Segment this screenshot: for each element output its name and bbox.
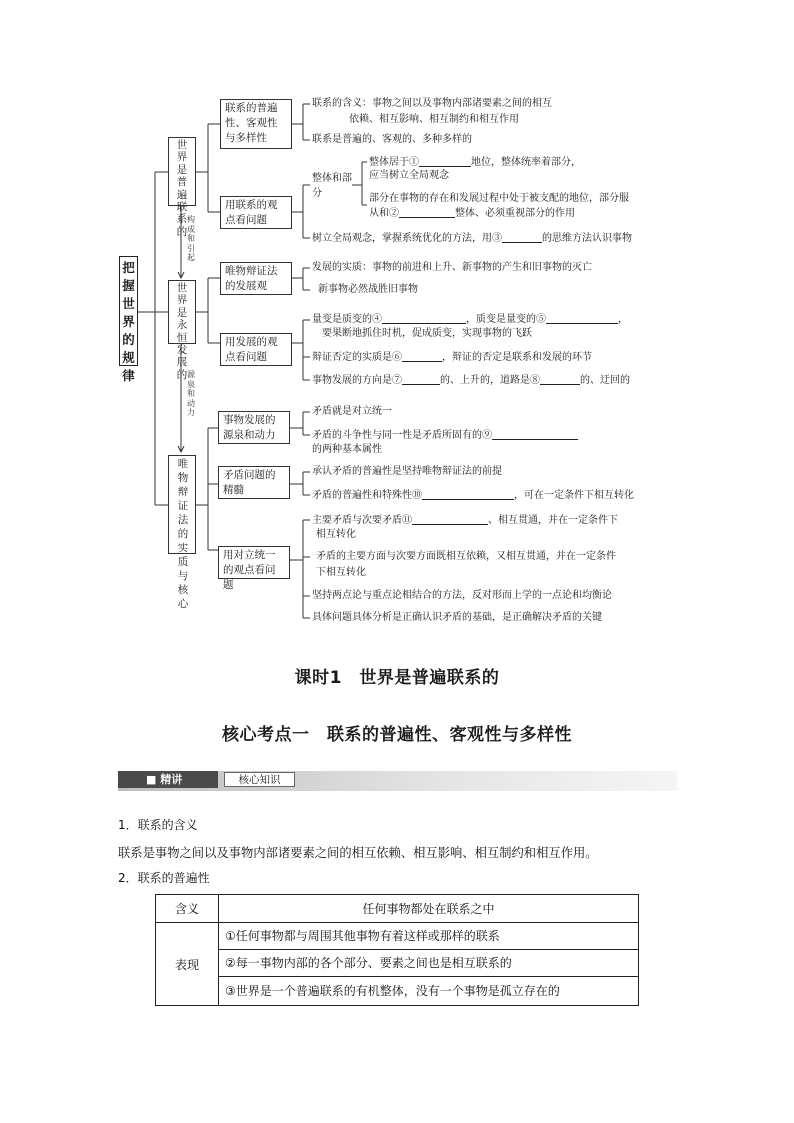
table-line: ②每一事物内部的各个部分、要素之间也是相互联系的 xyxy=(219,950,638,977)
connector-label-2: 源泉和动力 xyxy=(187,370,195,417)
answer-blank-1[interactable] xyxy=(419,155,471,167)
sub-development-view: 唯物辩证法的发展观 xyxy=(220,262,292,295)
branch-dialectics-core xyxy=(168,455,196,610)
answer-blank-10[interactable] xyxy=(422,488,514,500)
answer-blank-3[interactable] xyxy=(502,231,542,243)
branch-label: 世界是普遍联系的 xyxy=(176,139,188,238)
leaf-text xyxy=(312,350,592,365)
leaf-text xyxy=(312,231,632,246)
section-1-text: 联系是事物之间以及事物内部诸要素之间的相互依赖、相互影响、相互制约和相互作用。 xyxy=(118,846,598,860)
leaf-part: ，可在一定条件下相互转化 xyxy=(514,490,634,501)
sub-unity-of-opposites: 用对立统一的观点看问题 xyxy=(218,546,290,579)
leaf-part: 的思维方法认识事物 xyxy=(542,233,632,244)
table-label: 含义 xyxy=(156,895,219,923)
leaf-text: 具体问题具体分析是正确认识矛盾的基础，是正确解决矛盾的关键 xyxy=(312,612,602,623)
leaf-part: ， xyxy=(618,314,628,325)
leaf-part: 地位，整体统率着部分， xyxy=(471,157,581,168)
leaf-text xyxy=(369,155,581,170)
leaf-part: 矛盾的普遍性和特殊性⑩ xyxy=(312,490,422,501)
tag-explain-label: ■ 精讲 xyxy=(146,773,183,786)
answer-blank-4[interactable] xyxy=(382,312,466,324)
tag-explain xyxy=(118,771,218,788)
leaf-part: ，辩证的否定是联系和发展的环节 xyxy=(442,352,592,363)
section-2-title: 2．联系的普遍性 xyxy=(118,871,210,885)
leaf-text xyxy=(312,312,628,327)
leaf-part: ，质变是量变的⑤ xyxy=(466,314,546,325)
branch-eternal-development xyxy=(168,280,196,381)
table-label: 表现 xyxy=(156,923,219,1006)
leaf-text: 坚持两点论与重点论相结合的方法，反对形而上学的一点论和均衡论 xyxy=(312,590,612,601)
leaf-text: 应当树立全局观念 xyxy=(369,170,449,181)
table-cell: 任何事物都处在联系之中 xyxy=(219,895,639,923)
leaf-part: 事物发展的方向是⑦ xyxy=(312,375,402,386)
answer-blank-2[interactable] xyxy=(399,206,455,218)
group-label: 整体和部分 xyxy=(312,173,352,199)
connector-label-1: 构成和引起 xyxy=(187,215,195,262)
answer-blank-5[interactable] xyxy=(546,312,618,324)
leaf-text: 要果断地抓住时机，促成质变，实现事物的飞跃 xyxy=(322,328,532,339)
leaf-part: 辩证否定的实质是⑥ xyxy=(312,352,402,363)
table-cell xyxy=(219,923,639,1006)
root-node: 把握世界的规律 xyxy=(119,256,138,366)
leaf-part: 的、迂回的 xyxy=(580,375,630,386)
answer-blank-9[interactable] xyxy=(492,428,578,440)
sub-source-and-power: 事物发展的源泉和动力 xyxy=(218,411,290,444)
leaf-text: 部分在事物的存在和发展过程中处于被支配的地位，部分服 xyxy=(369,193,629,204)
leaf-part: 矛盾的斗争性与同一性是矛盾所固有的⑨ xyxy=(312,430,492,441)
leaf-text: 相互转化 xyxy=(316,529,356,540)
answer-blank-11[interactable] xyxy=(412,513,488,525)
leaf-text xyxy=(369,206,575,221)
sub-connection-viewpoint: 用联系的观点看问题 xyxy=(220,196,292,229)
lesson-heading: 课时1 世界是普遍联系的 xyxy=(294,668,500,688)
leaf-text xyxy=(312,373,630,388)
leaf-text: 矛盾的主要方面与次要方面既相互依赖，又相互贯通，并在一定条件 xyxy=(316,551,616,562)
leaf-text: 发展的实质：事物的前进和上升、新事物的产生和旧事物的灭亡 xyxy=(312,262,592,273)
universality-table xyxy=(155,894,639,1006)
leaf-part: 整体、必须重视部分的作用 xyxy=(455,208,575,219)
answer-blank-6[interactable] xyxy=(402,350,442,362)
leaf-text: 联系的含义：事物之间以及事物内部诸要素之间的相互 xyxy=(312,98,552,109)
leaf-text: 联系是普遍的、客观的、多种多样的 xyxy=(312,134,472,145)
sub-connection-properties: 联系的普遍性、客观性与多样性 xyxy=(220,99,292,149)
table-line: ③世界是一个普遍联系的有机整体，没有一个事物是孤立存在的 xyxy=(225,984,560,998)
leaf-part: 的、上升的，道路是⑧ xyxy=(440,375,540,386)
leaf-text: 新事物必然战胜旧事物 xyxy=(318,284,418,295)
leaf-part: 树立全局观念，掌握系统优化的方法，用③ xyxy=(312,233,502,244)
topic-heading: 核心考点一 联系的普遍性、客观性与多样性 xyxy=(222,725,572,745)
answer-blank-8[interactable] xyxy=(540,373,580,385)
answer-blank-7[interactable] xyxy=(402,373,440,385)
leaf-text: 矛盾就是对立统一 xyxy=(312,406,392,417)
sub-development-viewpoint: 用发展的观点看问题 xyxy=(220,333,292,366)
leaf-text: 依赖、相互影响、相互制约和相互作用 xyxy=(349,114,519,125)
leaf-part: 整体居于① xyxy=(369,157,419,168)
leaf-part: 主要矛盾与次要矛盾⑪ xyxy=(312,515,412,526)
leaf-part: 、相互贯通，并在一定条件下 xyxy=(488,515,618,526)
leaf-text xyxy=(312,428,578,443)
leaf-text xyxy=(312,488,634,503)
branch-label: 世界是永恒发展的 xyxy=(176,282,188,381)
leaf-text: 下相互转化 xyxy=(316,567,366,578)
sub-contradiction-essence: 矛盾问题的精髓 xyxy=(218,466,290,499)
section-1-title: 1．联系的含义 xyxy=(118,818,198,832)
leaf-text xyxy=(312,513,618,528)
table-line: ①任何事物都与周围其他事物有着这样或那样的联系 xyxy=(219,923,638,950)
tag-core-knowledge: 核心知识 xyxy=(224,772,295,787)
leaf-part: 量变是质变的④ xyxy=(312,314,382,325)
leaf-text: 的两种基本属性 xyxy=(312,444,382,455)
leaf-text: 承认矛盾的普遍性是坚持唯物辩证法的前提 xyxy=(312,466,502,477)
branch-label: 唯物辩证法的实质与核心 xyxy=(177,458,189,610)
branch-universal-connection xyxy=(168,137,196,238)
leaf-part: 从和② xyxy=(369,208,399,219)
